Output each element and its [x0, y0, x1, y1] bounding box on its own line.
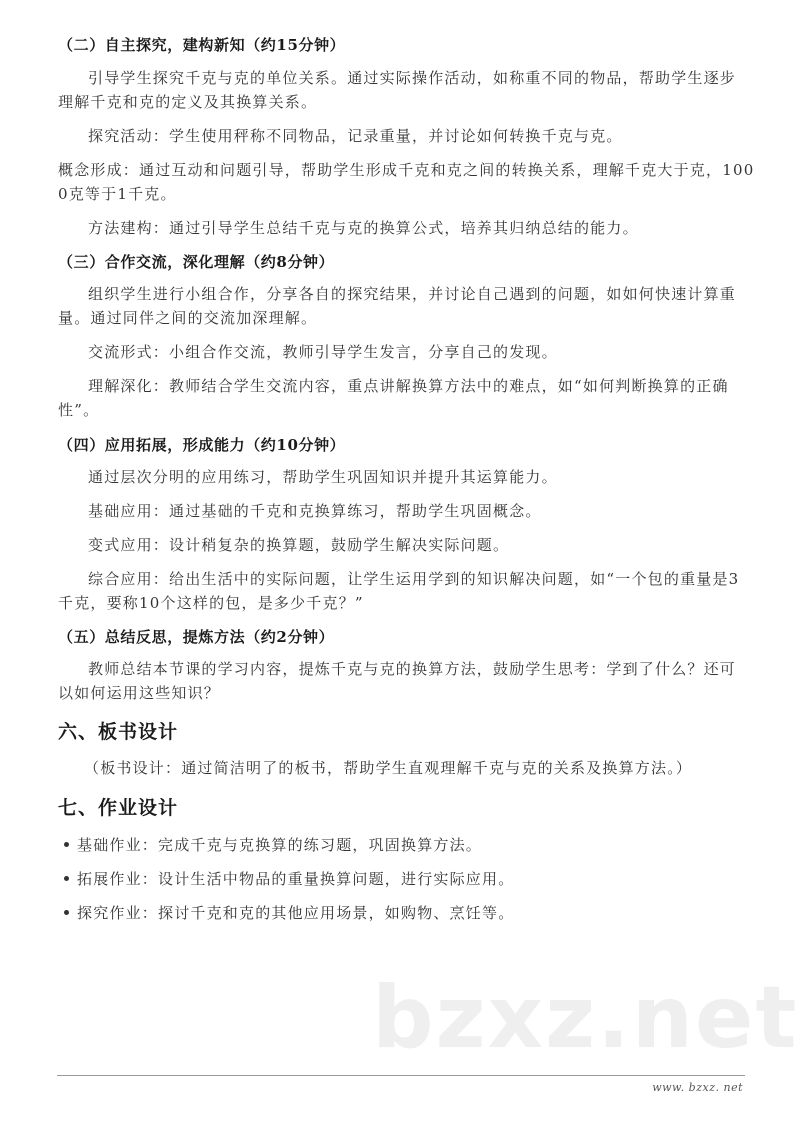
paragraph-line: 千克，要称10个这样的包，是多少千克？” [58, 594, 364, 612]
section-heading-7: 七、作业设计 [58, 797, 179, 819]
paragraph-line: 以如何运用这些知识？ [58, 684, 221, 702]
paragraph-line: 通过层次分明的应用练习，帮助学生巩固知识并提升其运算能力。 [88, 468, 558, 486]
subsection-heading-2: （二）自主探究，建构新知（约15分钟） [58, 36, 346, 54]
list-item [58, 835, 744, 855]
paragraph-line: 变式应用：设计稍复杂的换算题，鼓励学生解决实际问题。 [88, 536, 510, 554]
subsection-heading-5: （五）总结反思，提炼方法（约2分钟） [58, 628, 335, 646]
paragraph-line: 方法建构：通过引导学生总结千克与克的换算公式，培养其归纳总结的能力。 [88, 219, 639, 237]
paragraph-line: 组织学生进行小组合作，分享各自的探究结果，并讨论自己遇到的问题，如如何快速计算重 [88, 285, 737, 303]
list-item-text: 探究作业：探讨千克和克的其他应用场景，如购物、烹饪等。 [77, 904, 515, 922]
subsection-heading-3: （三）合作交流，深化理解（约8分钟） [58, 253, 335, 271]
paragraph-line: 引导学生探究千克与克的单位关系。通过实际操作活动，如称重不同的物品，帮助学生逐步 [88, 69, 737, 87]
watermark: bzxz.net [372, 968, 799, 1068]
bullet-icon [64, 910, 69, 915]
footer-divider [57, 1075, 745, 1076]
paragraph-line: 0克等于1千克。 [58, 185, 177, 203]
paragraph-line: 交流形式：小组合作交流，教师引导学生发言，分享自己的发现。 [88, 343, 558, 361]
list-item [58, 869, 744, 889]
paragraph-line: 教师总结本节课的学习内容，提炼千克与克的换算方法，鼓励学生思考：学到了什么？还可 [88, 660, 737, 678]
paragraph-line: 基础应用：通过基础的千克和克换算练习，帮助学生巩固概念。 [88, 502, 542, 520]
paragraph-line: 探究活动：学生使用秤称不同物品，记录重量，并讨论如何转换千克与克。 [88, 127, 623, 145]
paragraph-line: 量。通过同伴之间的交流加深理解。 [58, 309, 318, 327]
bullet-icon [64, 876, 69, 881]
board-design-note: （板书设计：通过简洁明了的板书，帮助学生直观理解千克与克的关系及换算方法。） [84, 759, 693, 777]
footer-site-url: www. bzxz. net [652, 1081, 743, 1094]
paragraph-line: 理解千克和克的定义及其换算关系。 [58, 93, 318, 111]
paragraph-line: 性”。 [58, 401, 100, 419]
list-item-text: 拓展作业：设计生活中物品的重量换算问题，进行实际应用。 [77, 870, 515, 888]
paragraph-line: 理解深化：教师结合学生交流内容，重点讲解换算方法中的难点，如“如何判断换算的正确 [88, 377, 729, 395]
bullet-icon [64, 842, 69, 847]
paragraph-line: 综合应用：给出生活中的实际问题，让学生运用学到的知识解决问题，如“一个包的重量是3 [88, 570, 740, 588]
section-heading-6: 六、板书设计 [58, 721, 179, 743]
subsection-heading-4: （四）应用拓展，形成能力（约10分钟） [58, 436, 346, 454]
list-item-text: 基础作业：完成千克与克换算的练习题，巩固换算方法。 [77, 836, 483, 854]
list-item [58, 903, 744, 923]
paragraph-line: 概念形成：通过互动和问题引导，帮助学生形成千克和克之间的转换关系，理解千克大于克，100 [58, 161, 755, 179]
